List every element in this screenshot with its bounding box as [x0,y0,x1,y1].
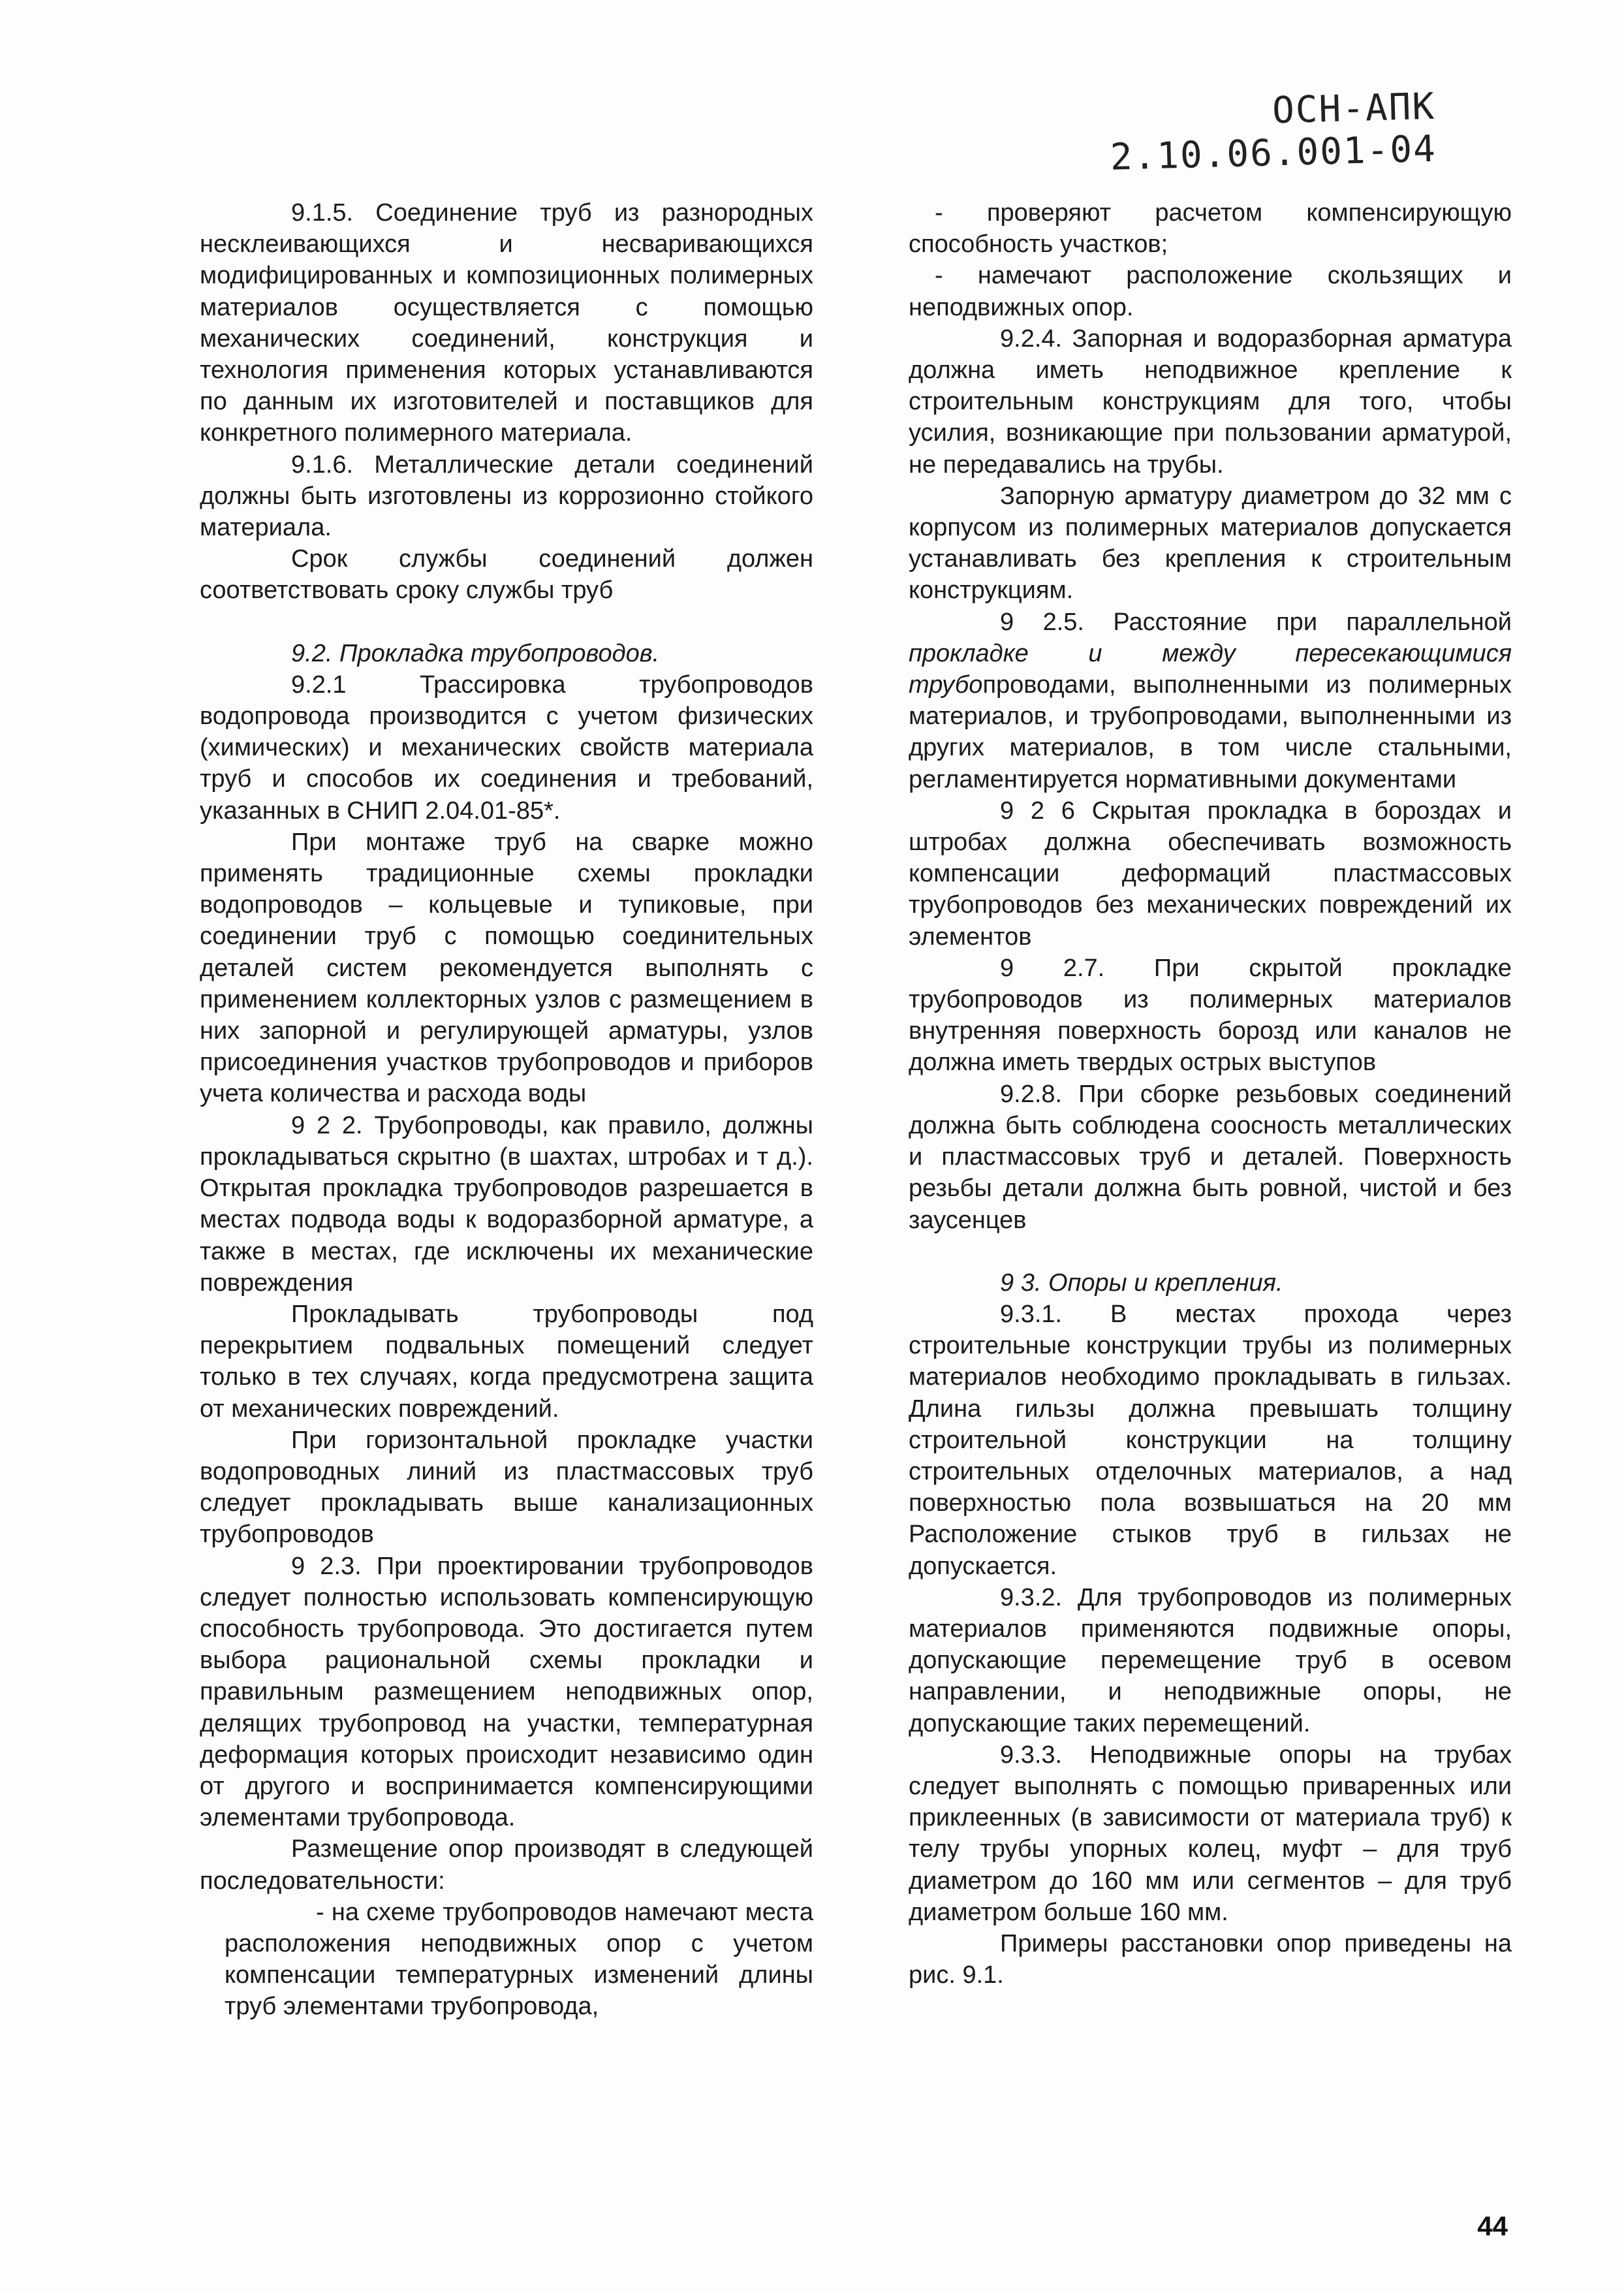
paragraph-9-2-5-italic: прокладке и между пересекающимися трубо [909,639,1512,699]
paragraph-9-2-5 [909,607,1512,795]
paragraph-welding: При монтаже труб на сварке можно применять традиционные схемы прокладки водопроводов – кольцевые и тупиковые, при соединении труб с помощью соединительных деталей систем рекомендуется выполнять с применением коллекторных узлов с размещением в них запорной и регулирующей арматуры, узлов присоединения участков трубопроводов и приборов учета количества и расхода воды [200,828,813,1108]
paragraph-9-3-2: 9.3.2. Для трубопроводов из полимерных материалов применяются подвижные опоры, допускающие перемещение труб в осевом направлении, и неподвижные опоры, не допускающие таких перемещений. [909,1583,1512,1737]
paragraph-9-2-3: 9 2.3. При проектировании трубопроводов следует полностью использовать компенсирующую способность трубопровода. Это достигается путем выбора рациональной схемы прокладки и правильным размещением неподвижных опор, делящих трубопровод на участки, температурная деформация которых происходит независимо один от другого и воспринимается компенсирующими элементами трубопровода. [200,1552,813,1832]
paragraph-9-2-1: 9.2.1 Трассировка трубопроводов водопровода производится с учетом физических (химических) и механических свойств материала труб и способов их соединения и требований, указанных в СНИП 2.04.01-85*. [200,671,813,825]
paragraph-9-3-1: 9.3.1. В местах прохода через строительные конструкции трубы из полимерных материалов необходимо прокладывать в гильзах. Длина гильзы должна превышать толщину строительной конструкции на толщину строительных отделочных материалов, а над поверхностью пола возвышаться на 20 мм Расположение стыков труб в гильзах не допускается. [909,1300,1512,1580]
page-number: 44 [1477,2211,1508,2241]
paragraph-9-2-8: 9.2.8. При сборке резьбовых соединений должна быть соблюдена соосность металлических и пластмассовых труб и деталей. Поверхность резьбы детали должна быть ровной, чистой и без заусенцев [909,1080,1512,1234]
document-code: ОСН-АПК 2.10.06.001-04 [1110,85,1437,179]
paragraph-9-2-5-rest: проводами, выполненными из полимерных материалов, и трубопроводами, выполненными из других материалов, в том числе стальными, регламентируется нормативными документами [909,671,1512,793]
paragraph-supports-order: Размещение опор производят в следующей последовательности: [200,1835,813,1895]
list-item-plan: - намечают расположение скользящих и неподвижных опор. [909,262,1512,321]
paragraph-9-2-6: 9 2 6 Скрытая прокладка в бороздах и штробах должна обеспечивать возможность компенсации деформаций пластмассовых трубопроводов без механических повреждений их элементов [909,797,1512,951]
left-column [200,197,813,2023]
list-item-mark-supports: - на схеме трубопроводов намечают места расположения неподвижных опор с учетом компенсации температурных изменений длины труб элементами трубопровода, [225,1898,813,2021]
paragraph-valves: Запорную арматуру диаметром до 32 мм с корпусом из полимерных материалов допускается устанавливать без крепления к строительным конструкциям. [909,482,1512,605]
paragraph-9-1-5: 9.1.5. Соединение труб из разнородных несклеивающихся и несваривающихся модифицированных и композиционных полимерных материалов осуществляется с помощью механических соединений, конструкция и технология применения которых устанавливаются по данным их изготовителей и поставщиков для конкретного полимерного материала. [200,199,813,447]
section-heading-9-3: 9 3. Опоры и крепления. [1000,1269,1283,1297]
paragraph-9-1-6: 9.1.6. Металлические детали соединений должны быть изготовлены из коррозионно стойкого материала. [200,451,813,542]
paragraph-figure-ref: Примеры расстановки опор приведены на рис. 9.1. [909,1929,1512,1989]
paragraph-service-life: Срок службы соединений должен соответствовать сроку службы труб [200,545,813,605]
list-item-check: - проверяют расчетом компенсирующую способность участков; [909,199,1512,259]
paragraph-9-2-7: 9 2.7. При скрытой прокладке трубопроводов из полимерных материалов внутренняя поверхность борозд или каналов не должна иметь твердых острых выступов [909,954,1512,1077]
right-column [909,197,1512,1991]
paragraph-basement: Прокладывать трубопроводы под перекрытием подвальных помещений следует только в тех случаях, когда предусмотрена защита от механических повреждений. [200,1300,813,1423]
section-heading-9-2: 9.2. Прокладка трубопроводов. [291,639,660,667]
paragraph-9-2-4: 9.2.4. Запорная и водоразборная арматура должна иметь неподвижное крепление к строительным конструкциям для того, чтобы усилия, возникающие при пользовании арматурой, не передавались на трубы. [909,324,1512,479]
paragraph-9-3-3: 9.3.3. Неподвижные опоры на трубах следует выполнять с помощью приваренных или приклеенных (в зависимости от материала труб) к телу трубы упорных колец, муфт – для труб диаметром до 160 мм или сегментов – для труб диаметром больше 160 мм. [909,1741,1512,1926]
paragraph-9-2-5-start: 9 2.5. Расстояние при параллельной [1000,608,1512,636]
paragraph-horizontal: При горизонтальной прокладке участки водопроводных линий из пластмассовых труб следует прокладывать выше канализационных трубопроводов [200,1426,813,1549]
paragraph-9-2-2: 9 2 2. Трубопроводы, как правило, должны прокладываться скрытно (в шахтах, штробах и т д.). Открытая прокладка трубопроводов разрешается в местах подвода воды к водоразборной арматуре, а также в местах, где исключены их механические повреждения [200,1111,813,1297]
